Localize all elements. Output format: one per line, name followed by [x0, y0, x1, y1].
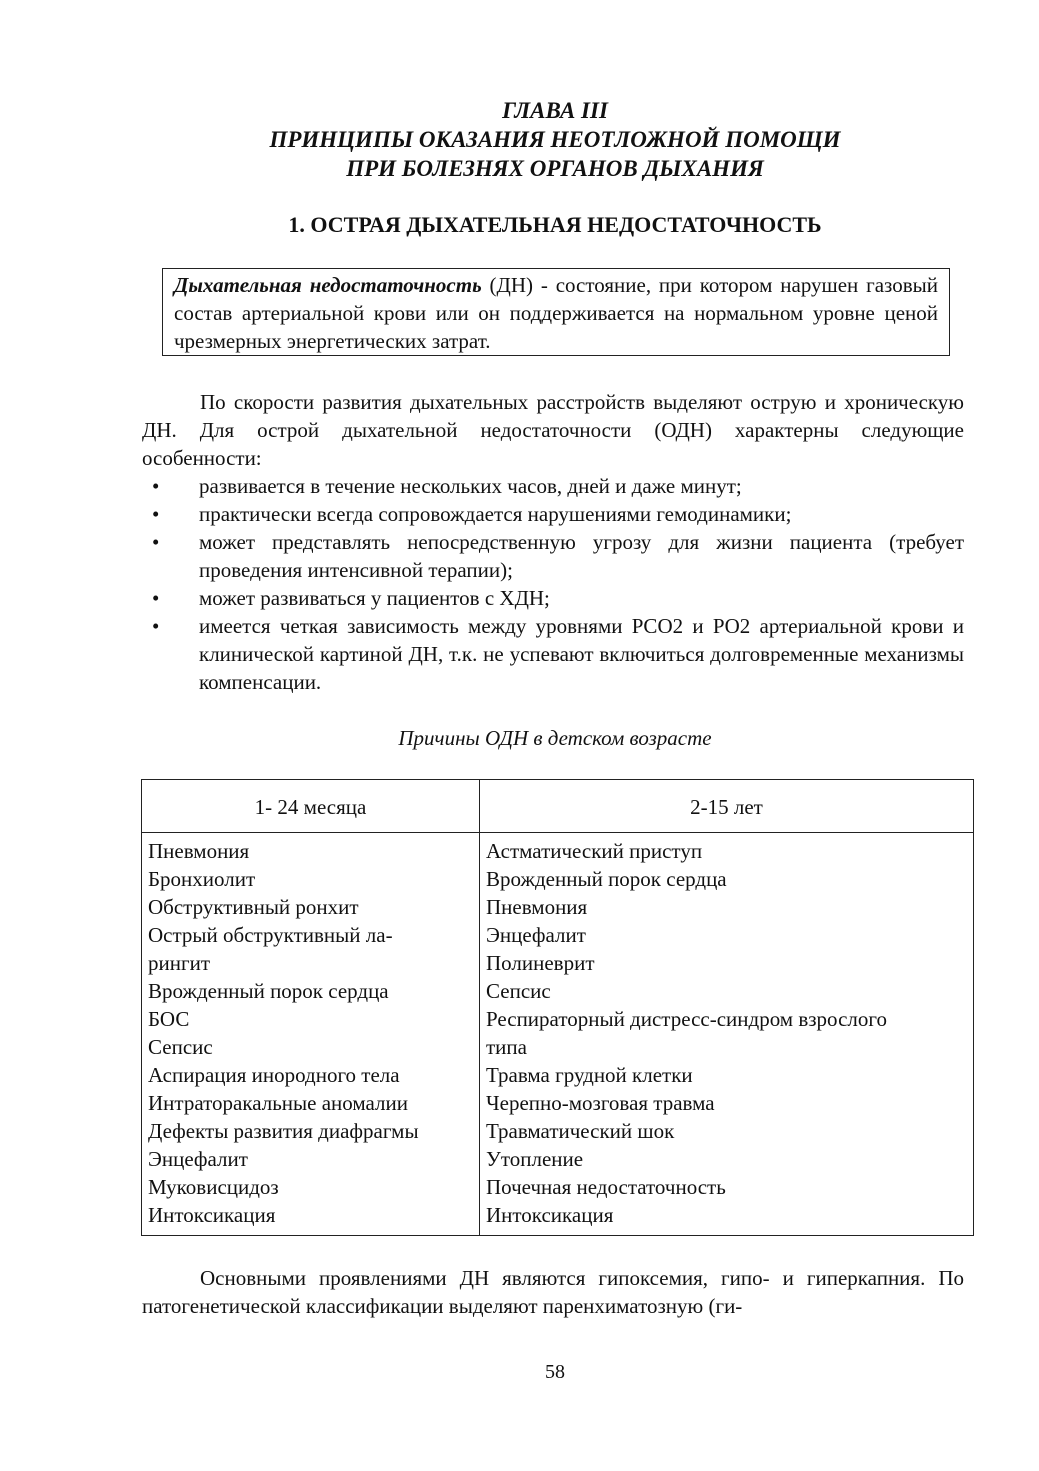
chapter-heading — [0, 96, 1039, 183]
page-number: 58 — [545, 1361, 565, 1383]
definition-term: Дыхательная недостаточность — [174, 273, 482, 297]
cause-item: типа — [486, 1035, 527, 1059]
chapter-title-line-1: ПРИНЦИПЫ ОКАЗАНИЯ НЕОТЛОЖНОЙ ПОМОЩИ — [269, 127, 841, 152]
list-item-text: практически всегда сопровождается нарушениями гемодинамики; — [199, 502, 792, 526]
cause-item: Травма грудной клетки — [486, 1063, 693, 1087]
list-item — [142, 584, 964, 612]
cause-item: Почечная недостаточность — [486, 1175, 726, 1199]
cause-item: Пневмония — [486, 895, 588, 919]
list-item — [142, 500, 964, 528]
causes-children-cell — [480, 833, 974, 1236]
cause-item: Астматический приступ — [486, 839, 703, 863]
cause-item: Пневмония — [148, 839, 250, 863]
section-title: 1. ОСТРАЯ ДЫХАТЕЛЬНАЯ НЕДОСТАТОЧНОСТЬ — [288, 212, 822, 237]
causes-infants-cell — [142, 833, 480, 1236]
cause-item: Полиневрит — [486, 951, 595, 975]
list-item — [142, 472, 964, 500]
table-caption: Причины ОДН в детском возрасте — [398, 726, 712, 750]
definition-box — [162, 268, 950, 356]
definition-text: (ДН) - состояние, при котором нарушен газовый состав артериальной крови или он поддерживается на нормальном уровне ценой чрезмерных энергетических затрат. — [174, 273, 938, 353]
bullet-icon: • — [152, 530, 160, 554]
list-item-text: может представлять непосредственную угрозу для жизни пациента (требует проведения интенсивной терапии); — [199, 530, 964, 582]
cause-item: Интоксикация — [486, 1203, 614, 1227]
list-item — [142, 528, 964, 584]
cause-item: Сепсис — [486, 979, 551, 1003]
cause-item: Муковисцидоз — [148, 1175, 279, 1199]
chapter-number: ГЛАВА III — [502, 98, 608, 123]
cause-item: Обструктивный ронхит — [148, 895, 359, 919]
cause-item: Энцефалит — [148, 1147, 248, 1171]
cause-item: Интраторакальные аномалии — [148, 1091, 408, 1115]
cause-item: Аспирация инородного тела — [148, 1063, 400, 1087]
intro-paragraph: По скорости развития дыхательных расстройств выделяют острую и хроническую ДН. Для острой дыхательной недостаточности (ОДН) характерны следующие особенности: — [142, 390, 964, 470]
list-item-text: развивается в течение нескольких часов, дней и даже минут; — [199, 474, 742, 498]
bullet-icon: • — [152, 502, 160, 526]
cause-item: Острый обструктивный ла- — [148, 923, 393, 947]
cause-item: Травматический шок — [486, 1119, 675, 1143]
list-item-text: может развиваться у пациентов с ХДН; — [199, 586, 550, 610]
column-header-infants: 1- 24 месяца — [142, 780, 480, 833]
cause-item: БОС — [148, 1007, 190, 1031]
bullet-icon: • — [152, 614, 160, 638]
closing-paragraph: Основными проявлениями ДН являются гипоксемия, гипо- и гиперкапния. По патогенетической классификации выделяют паренхиматозную (ги- — [142, 1266, 964, 1318]
list-item-text: имеется четкая зависимость между уровнями PCO2 и PO2 артериальной крови и клинической картиной ДН, т.к. не успевают включиться долговременные механизмы компенсации. — [199, 614, 964, 694]
cause-item: Врожденный порок сердца — [148, 979, 389, 1003]
causes-table — [141, 779, 974, 1236]
cause-item: Сепсис — [148, 1035, 213, 1059]
cause-item: Дефекты развития диафрагмы — [148, 1119, 419, 1143]
features-list — [142, 472, 964, 696]
cause-item: Респираторный дистресс-синдром взрослого — [486, 1007, 887, 1031]
bullet-icon: • — [152, 586, 160, 610]
chapter-title-line-2: ПРИ БОЛЕЗНЯХ ОРГАНОВ ДЫХАНИЯ — [346, 156, 764, 181]
cause-item: Интоксикация — [148, 1203, 276, 1227]
list-item — [142, 612, 964, 696]
cause-item: Утопление — [486, 1147, 584, 1171]
table-header-row — [142, 780, 974, 833]
cause-item: Врожденный порок сердца — [486, 867, 727, 891]
bullet-icon: • — [152, 474, 160, 498]
cause-item: рингит — [148, 951, 211, 975]
column-header-children: 2-15 лет — [480, 780, 974, 833]
cause-item: Черепно-мозговая травма — [486, 1091, 715, 1115]
table-row — [142, 833, 974, 1236]
cause-item: Бронхиолит — [148, 867, 256, 891]
cause-item: Энцефалит — [486, 923, 586, 947]
